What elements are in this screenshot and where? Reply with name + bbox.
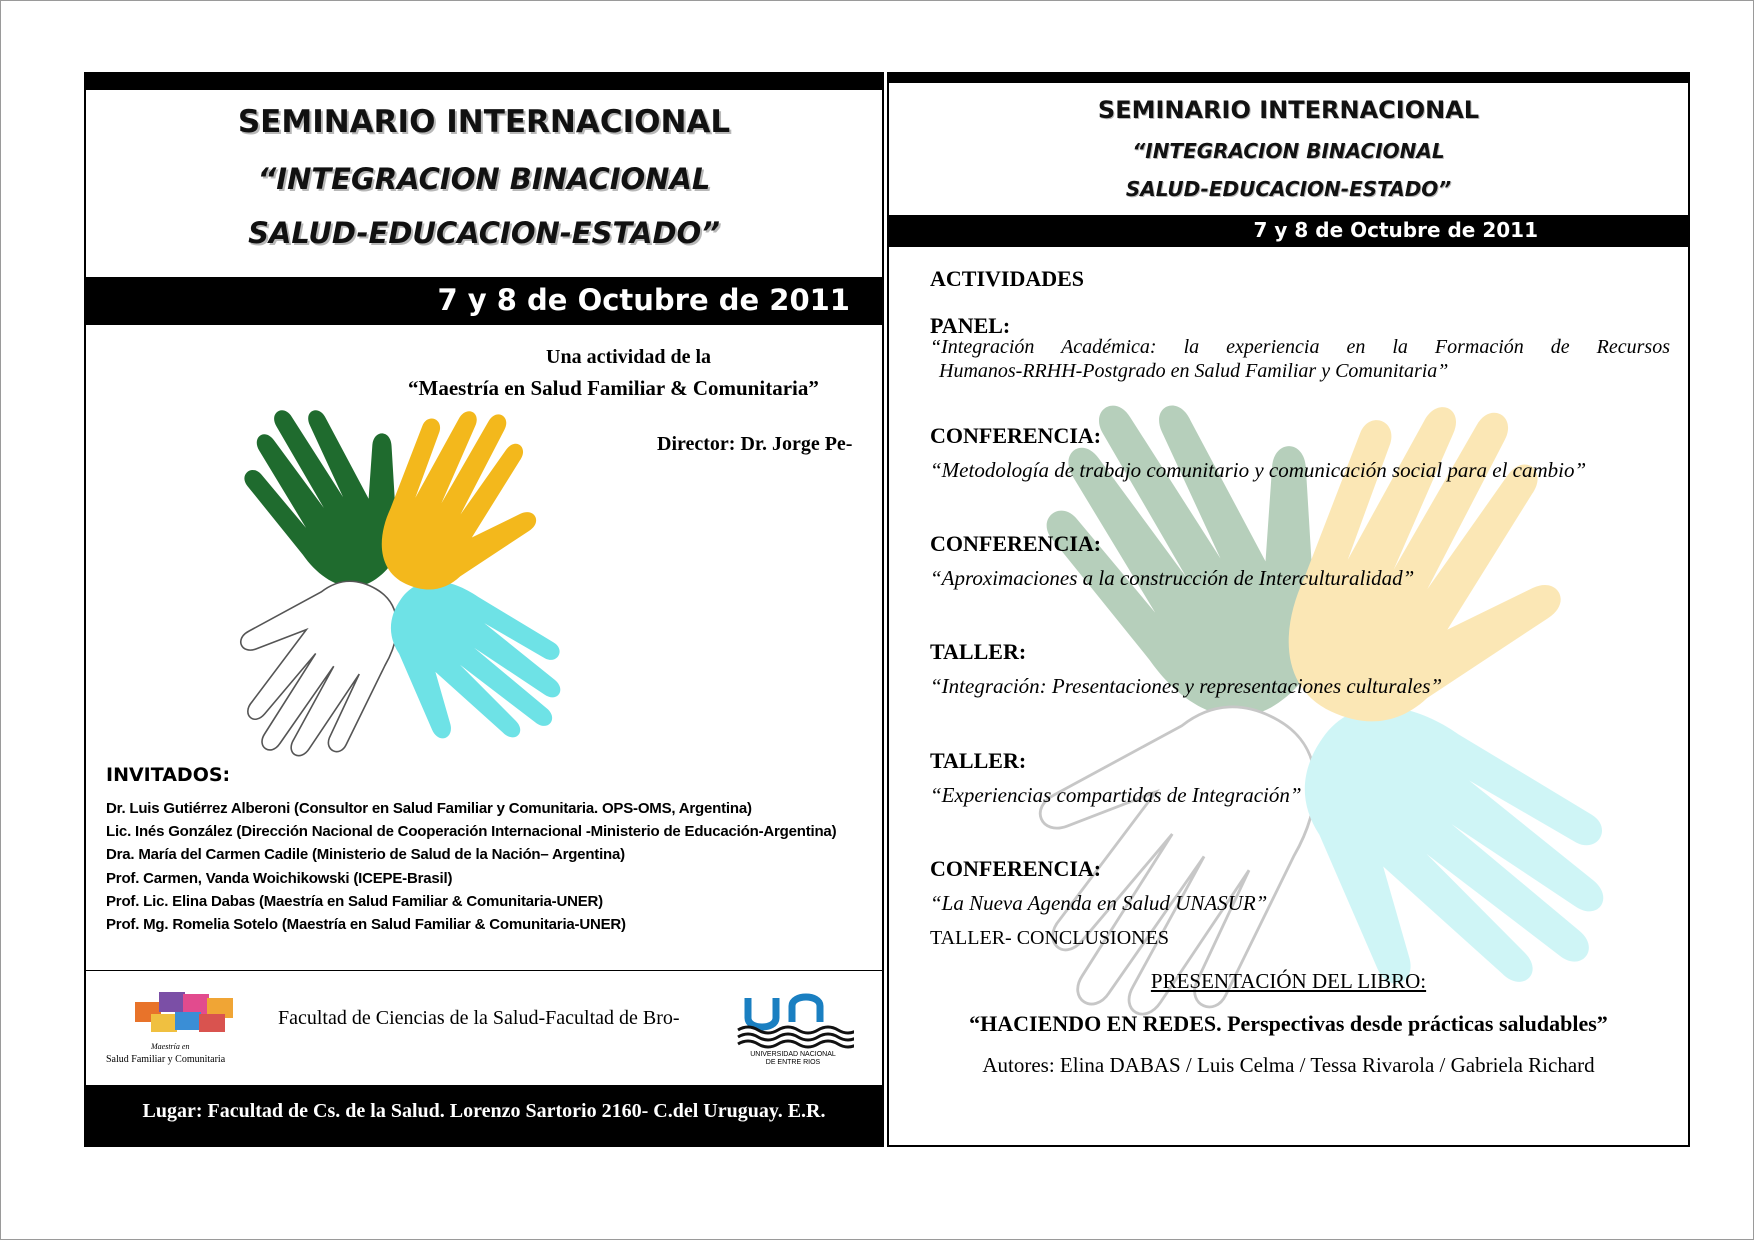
book-heading: PRESENTACIÓN DEL LIBRO: xyxy=(1150,969,1427,993)
uner-logo-text xyxy=(728,1051,858,1067)
flyer-back xyxy=(887,72,1690,1147)
activity-type: CONFERENCIA: xyxy=(930,531,1102,556)
activity-title: “Metodología de trabajo comunitario y comunicación social para el cambio” xyxy=(930,458,1587,482)
top-bar xyxy=(889,74,1688,83)
guest-item: Dra. María del Carmen Cadile (Ministerio de Salud de la Nación– Argentina) xyxy=(106,846,625,863)
seminar-subtitle-line1: “INTEGRACION BINACIONAL xyxy=(1132,139,1445,163)
event-date: 7 y 8 de Octubre de 2011 xyxy=(86,277,882,325)
activity-type: CONFERENCIA: xyxy=(930,423,1102,448)
uner-logo-line2: DE ENTRE RIOS xyxy=(765,1059,821,1066)
guest-item: Lic. Inés González (Dirección Nacional de Cooperación Internacional -Ministerio de Educación-Argentina) xyxy=(106,823,837,840)
activity-title: “Aproximaciones a la construcción de Interculturalidad” xyxy=(930,566,1415,590)
maestria-logo-line1: Maestría en xyxy=(151,1042,190,1051)
activity-type: PANEL: xyxy=(930,313,1011,338)
seminar-subtitle-line1: “INTEGRACION BINACIONAL xyxy=(257,162,711,196)
guest-item: Prof. Carmen, Vanda Woichikowski (ICEPE-Brasil) xyxy=(106,870,453,887)
book-title: “HACIENDO EN REDES. Perspectivas desde prácticas saludables” xyxy=(969,1011,1608,1036)
flyer-front xyxy=(84,72,884,1147)
maestria-logo xyxy=(131,984,241,1039)
guest-item: Prof. Mg. Romelia Sotelo (Maestría en Salud Familiar & Comunitaria-UNER) xyxy=(106,916,626,933)
seminar-title: SEMINARIO INTERNACIONAL xyxy=(1097,96,1480,124)
hands-illustration xyxy=(226,364,606,784)
venue-footer: Lugar: Facultad de Cs. de la Salud. Lorenzo Sartorio 2160- C.del Uruguay. E.R. xyxy=(86,1085,882,1145)
top-bar xyxy=(86,74,882,90)
closing-workshop: TALLER- CONCLUSIONES xyxy=(930,927,1169,949)
activities-heading: ACTIVIDADES xyxy=(930,266,1085,291)
activity-type: CONFERENCIA: xyxy=(930,856,1102,881)
activity-type: TALLER: xyxy=(930,748,1027,773)
guests-heading: INVITADOS: xyxy=(106,764,231,786)
cyan-hand xyxy=(348,556,589,784)
guest-item: Prof. Lic. Elina Dabas (Maestría en Salud Familiar & Comunitaria-UNER) xyxy=(106,893,603,910)
event-date: 7 y 8 de Octubre de 2011 xyxy=(889,215,1688,247)
faculty-text: Facultad de Ciencias de la Salud-Facultad de Bro- xyxy=(278,1007,680,1029)
seminar-subtitle-line2: SALUD-EDUCACION-ESTADO” xyxy=(1125,177,1452,201)
seminar-title: SEMINARIO INTERNACIONAL xyxy=(237,104,731,140)
white-hand xyxy=(226,543,421,783)
book-authors: Autores: Elina DABAS / Luis Celma / Tessa Rivarola / Gabriela Richard xyxy=(982,1053,1595,1077)
director: Director: Dr. Jorge Pe- xyxy=(657,433,853,455)
divider xyxy=(86,970,882,971)
activity-title: “Integración Académica: la experiencia en la Formación de Recursos xyxy=(930,336,1670,358)
seminar-subtitle-line2: SALUD-EDUCACION-ESTADO” xyxy=(248,216,720,250)
activity-program: “Maestría en Salud Familiar & Comunitaria” xyxy=(408,376,819,400)
activity-intro: Una actividad de la xyxy=(546,346,712,368)
activity-type: TALLER: xyxy=(930,639,1027,664)
activity-title: “Experiencias compartidas de Integración” xyxy=(930,783,1302,807)
guest-item: Dr. Luis Gutiérrez Alberoni (Consultor en Salud Familiar y Comunitaria. OPS-OMS, Argentina) xyxy=(106,800,752,817)
activity-title: “La Nueva Agenda en Salud UNASUR” xyxy=(930,891,1268,915)
maestria-logo-line2: Salud Familiar y Comunitaria xyxy=(106,1054,226,1065)
uner-logo-line1: UNIVERSIDAD NACIONAL xyxy=(750,1051,836,1058)
activity-title: “Integración: Presentaciones y representaciones culturales” xyxy=(930,674,1443,698)
activity-title-cont: Humanos-RRHH-Postgrado en Salud Familiar y Comunitaria” xyxy=(939,360,1449,382)
uner-logo xyxy=(734,992,854,1050)
